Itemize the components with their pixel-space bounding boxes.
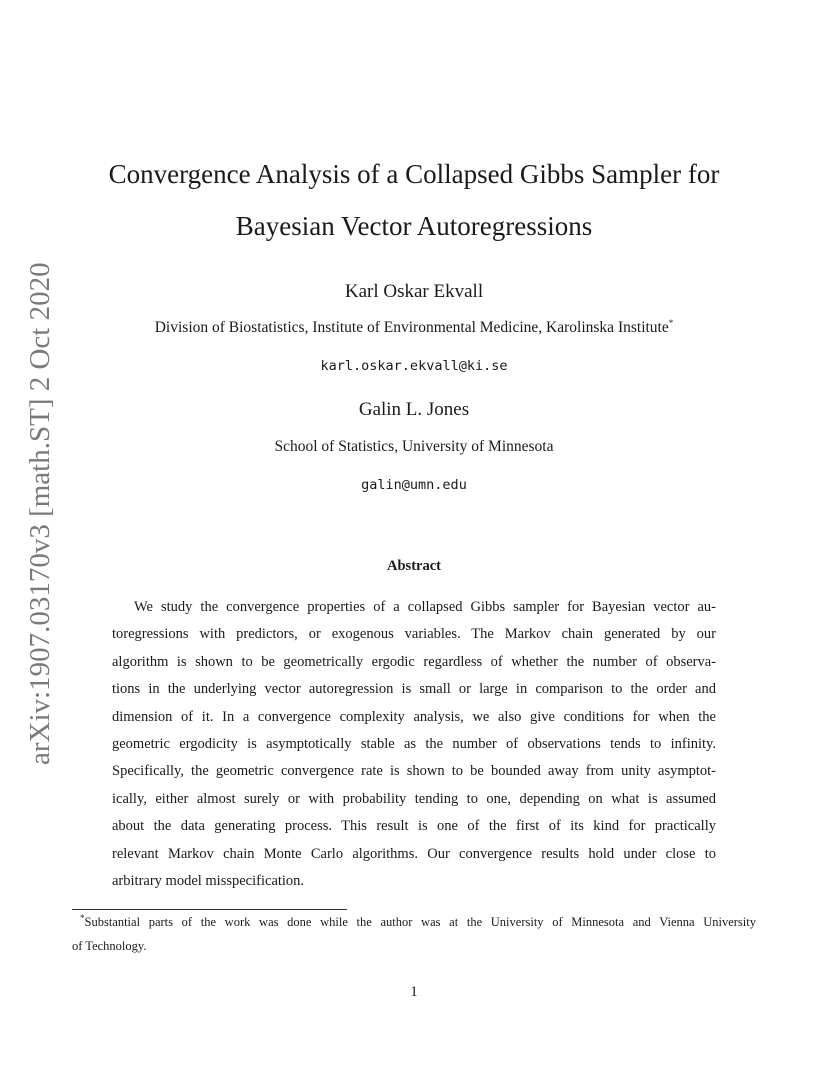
abstract-line: ically, either almost surely or with probability tending to one, depending on what is assumed xyxy=(112,790,716,807)
abstract-line: tions in the underlying vector autoregression is small or large in comparison to the order and xyxy=(112,681,716,698)
abstract-line: We study the convergence properties of a collapsed Gibbs sampler for Bayesian vector au- xyxy=(134,599,716,615)
affiliation-text-1: Division of Biostatistics, Institute of Environmental Medicine, Karolinska Institute xyxy=(154,319,669,336)
footnote-line-1 xyxy=(72,910,756,934)
author-affiliation-1 xyxy=(0,319,828,337)
author-name-2: Galin L. Jones xyxy=(358,399,470,420)
abstract-heading: Abstract xyxy=(387,558,441,574)
paper-title xyxy=(60,148,768,252)
footnote xyxy=(72,910,756,958)
affiliation-footnote-mark: * xyxy=(668,317,674,328)
author-affiliation-2: School of Statistics, University of Minnesota xyxy=(274,438,554,455)
abstract-line: about the data generating process. This result is one of the first of its kind for practically xyxy=(112,818,716,835)
abstract-line: relevant Markov chain Monte Carlo algorithms. Our convergence results hold under close to xyxy=(112,845,716,862)
footnote-mark: * xyxy=(80,912,85,923)
arxiv-identifier-stamp: arXiv:1907.03170v3 [math.ST] 2 Oct 2020 xyxy=(24,262,56,765)
abstract-line: toregressions with predictors, or exogenous variables. The Markov chain generated by our xyxy=(112,626,716,643)
title-line-2: Bayesian Vector Autoregressions xyxy=(235,211,593,241)
abstract-line: algorithm is shown to be geometrically ergodic regardless of whether the number of observa- xyxy=(112,653,716,670)
abstract-line: arbitrary model misspecification. xyxy=(112,872,305,889)
abstract-line: geometric ergodicity is asymptotically stable as the number of observations tends to infinity. xyxy=(112,735,716,752)
footnote-line-2: of Technology. xyxy=(72,939,147,953)
title-line-1: Convergence Analysis of a Collapsed Gibbs Sampler for xyxy=(108,159,720,189)
footnote-text-1: Substantial parts of the work was done while the author was at the University of Minnesota and Vienna University xyxy=(84,915,756,929)
abstract-line: dimension of it. In a convergence complexity analysis, we also give conditions for when the xyxy=(112,708,716,725)
abstract-body xyxy=(112,594,716,895)
author-name-1: Karl Oskar Ekvall xyxy=(344,281,484,302)
author-email-1[interactable]: karl.oskar.ekvall@ki.se xyxy=(320,358,508,374)
abstract-line: Specifically, the geometric convergence rate is shown to be bounded away from unity asymptot- xyxy=(112,763,716,780)
author-email-2[interactable]: galin@umn.edu xyxy=(361,477,467,493)
page-number: 1 xyxy=(410,984,418,1000)
